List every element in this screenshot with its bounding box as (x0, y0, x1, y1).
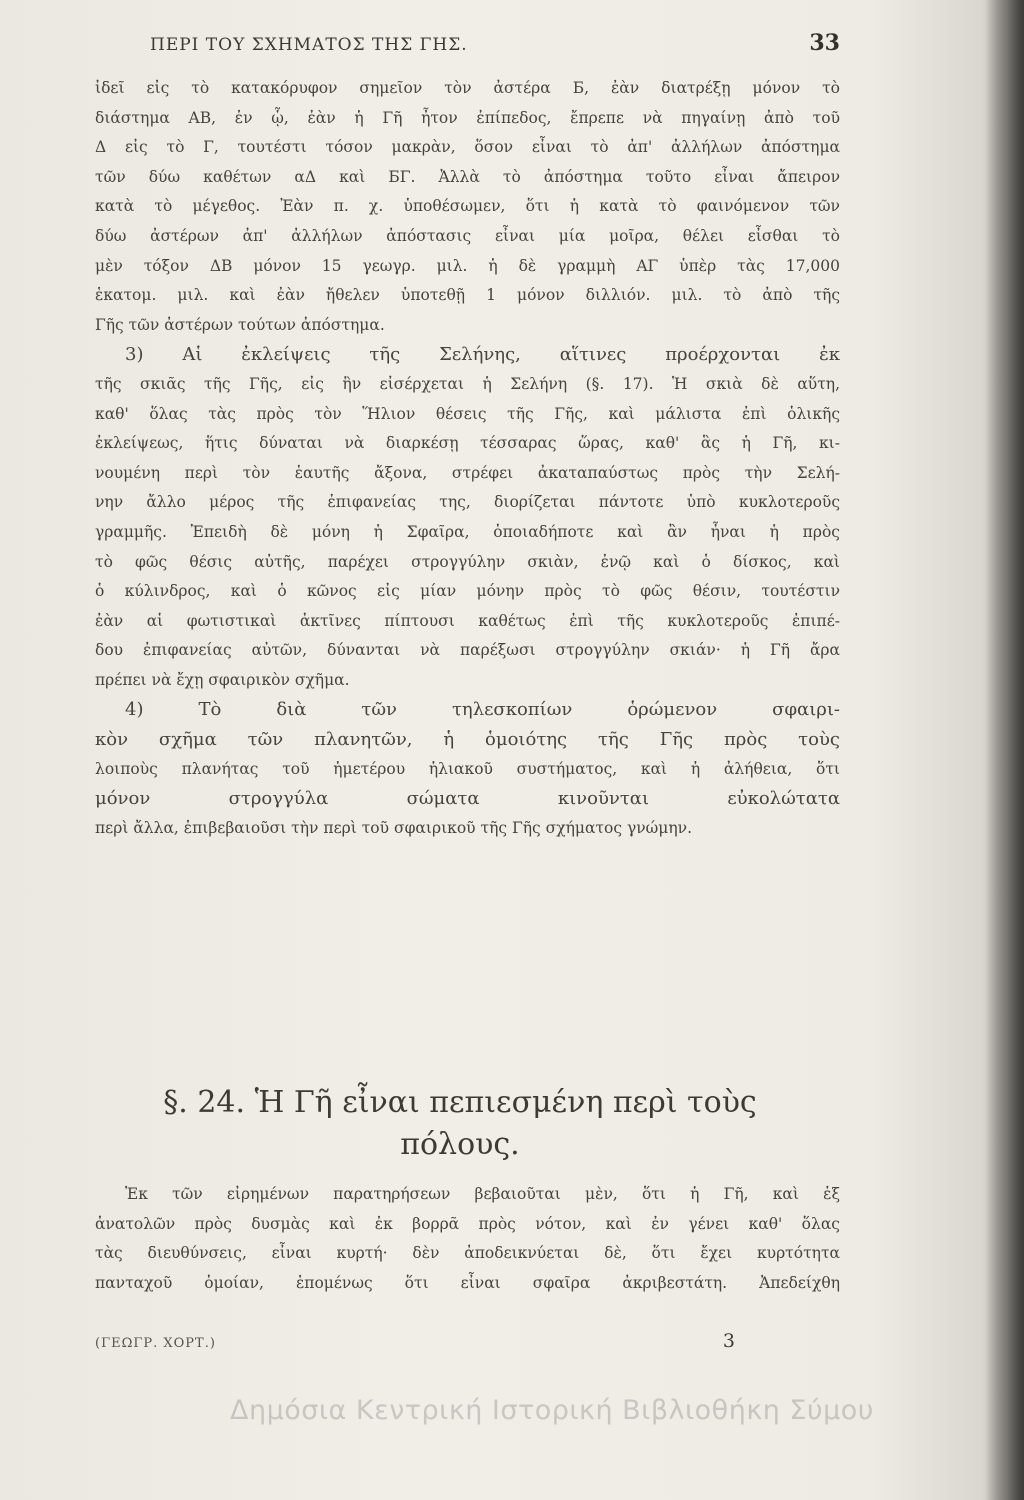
text-line: κατὰ τὸ μέγεθος. Ἐὰν π. χ. ὑποθέσωμεν, ὅτι ἡ κατὰ τὸ φαινόμενον τῶν (95, 197, 840, 216)
printer-signature: (ΓΕΩΓΡ. ΧΟΡΤ.) (95, 1336, 216, 1351)
text-line: ἰδεῖ εἰς τὸ κατακόρυφον σημεῖον τὸν ἀστέρα Б, ἐὰν διατρέξῃ μόνον τὸ (95, 79, 840, 97)
text-line: τῶν δύω καθέτων αΔ καὶ БΓ. Ἀλλὰ τὸ ἀπόστημα τοῦτο εἶναι ἄπειρον (95, 167, 840, 186)
section-text (95, 1180, 840, 1298)
text-line: ὁ κύλινδρος, καὶ ὁ κῶνος εἰς μίαν μόνην πρὸς τὸ φῶς θέσιν, τουτέστιν (95, 582, 840, 601)
page-header (150, 30, 840, 60)
text-line: δου ἐπιφανείας αὐτῶν, δύνανται νὰ παρέξωσι στρογγύλην σκιάν· ἡ Γῆ ἄρα (95, 641, 840, 660)
section-heading-line-1: §. 24. Ἡ Γῆ εἶναι πεπιεσμένη περὶ τοὺς (163, 1085, 757, 1120)
section-heading (150, 1082, 770, 1166)
text-line: πανταχοῦ ὁμοίαν, ἑπομένως ὅτι εἶναι σφαῖρα ἀκριβεστάτη. Ἀπεδείχθη (95, 1273, 840, 1292)
text-line: τὰς διευθύνσεις, εἶναι κυρτή· δὲν ἀποδεικνύεται δὲ, ὅτι ἔχει κυρτότητα (95, 1244, 840, 1263)
text-line: μὲν τόξον ΔΒ μόνον 15 γεωγρ. μιλ. ἡ δὲ γραμμὴ ΑΓ ὑπὲρ τὰς 17,000 (95, 256, 840, 275)
signature-number: 3 (722, 1330, 735, 1352)
text-line: γραμμῆς. Ἐπειδὴ δὲ μόνη ἡ Σφαῖρα, ὁποιαδήποτε καὶ ἂν ἦναι ἡ πρὸς (95, 522, 840, 541)
text-line: καθ' ὅλας τὰς πρὸς τὸν Ἥλιον θέσεις τῆς Γῆς, καὶ μάλιστα ἐπὶ ὁλικῆς (95, 404, 840, 423)
text-line: Γῆς τῶν ἀστέρων τούτων ἀπόστημα. (95, 315, 385, 334)
text-line-item-4: 4) Τὸ διὰ τῶν τηλεσκοπίων ὁρώμενον σφαιρι- (125, 699, 840, 721)
text-line: Δ εἰς τὸ Γ, τουτέστι τόσον μακρὰν, ὅσον εἶναι τὸ ἀπ' ἀλλήλων ἀπόστημα (95, 138, 840, 157)
text-line: ἐὰν αἱ φωτιστικαὶ ἀκτῖνες πίπτουσι καθέτως ἐπὶ τῆς κυκλοτεροῦς ἐπιπέ- (95, 611, 840, 630)
main-text (95, 74, 840, 843)
text-line: Ἐκ τῶν εἰρημένων παρατηρήσεων βεβαιοῦται μὲν, ὅτι ἡ Γῆ, καὶ ἐξ (125, 1185, 840, 1203)
text-line: περὶ ἄλλα, ἐπιβεβαιοῦσι τὴν περὶ τοῦ σφαιρικοῦ τῆς Γῆς σχήματος γνώμην. (95, 818, 692, 837)
page-number: 33 (809, 30, 840, 56)
library-watermark: Δημόσια Κεντρική Ιστορική Βιβλιοθήκη Σύμου (230, 1395, 874, 1426)
running-head: ΠΕΡΙ ΤΟΥ ΣΧΗΜΑΤΟΣ ΤΗΣ ΓΗΣ. (150, 35, 468, 55)
page-footer (95, 1330, 735, 1352)
section-heading-line-2: πόλους. (400, 1127, 520, 1162)
text-line: δύω ἀστέρων ἀπ' ἀλλήλων ἀπόστασις εἶναι μία μοῖρα, θέλει εἶσθαι τὸ (95, 226, 840, 245)
text-line: τῆς σκιᾶς τῆς Γῆς, εἰς ἣν εἰσέρχεται ἡ Σελήνη (§. 17). Ἡ σκιὰ δὲ αὕτη, (95, 374, 840, 393)
text-line: πρέπει νὰ ἔχῃ σφαιρικὸν σχῆμα. (95, 670, 350, 689)
text-line: λοιποὺς πλανήτας τοῦ ἡμετέρου ἡλιακοῦ συστήματος, καὶ ἡ ἀλήθεια, ὅτι (95, 759, 840, 778)
text-line: ἐκλείψεως, ἥτις δύναται νὰ διαρκέσῃ τέσσαρας ὥρας, καθ' ἃς ἡ Γῆ, κι- (95, 434, 840, 453)
page-edge-shadow (986, 0, 1024, 1500)
text-line-item-3: 3) Αἱ ἐκλείψεις τῆς Σελήνης, αἵτινες προέρχονται ἐκ (125, 344, 840, 366)
text-line: διάστημα ΑΒ, ἐν ᾧ, ἐὰν ἡ Γῆ ἦτον ἐπίπεδος, ἔπρεπε νὰ πηγαίνῃ ἀπὸ τοῦ (95, 108, 840, 127)
text-line: νουμένη περὶ τὸν ἑαυτῆς ἄξονα, στρέφει ἀκαταπαύστως πρὸς τὴν Σελή- (95, 463, 840, 482)
text-line: νην ἄλλο μέρος τῆς ἐπιφανείας της, διορίζεται πάντοτε ὑπὸ κυκλοτεροῦς (95, 493, 840, 512)
text-line: κὸν σχῆμα τῶν πλανητῶν, ἡ ὁμοιότης τῆς Γῆς πρὸς τοὺς (95, 729, 840, 751)
text-line: τὸ φῶς θέσις αὐτῆς, παρέχει στρογγύλην σκιὰν, ἐνῷ καὶ ὁ δίσκος, καὶ (95, 552, 840, 571)
text-line: μόνον στρογγύλα σώματα κινοῦνται εὐκολώτατα (95, 788, 840, 810)
text-line: ἀνατολῶν πρὸς δυσμὰς καὶ ἐκ βορρᾶ πρὸς νότον, καὶ ἐν γένει καθ' ὅλας (95, 1214, 840, 1233)
text-line: ἑκατομ. μιλ. καὶ ἐὰν ἤθελεν ὑποτεθῇ 1 μόνον διλλιόν. μιλ. τὸ ἀπὸ τῆς (95, 286, 840, 305)
